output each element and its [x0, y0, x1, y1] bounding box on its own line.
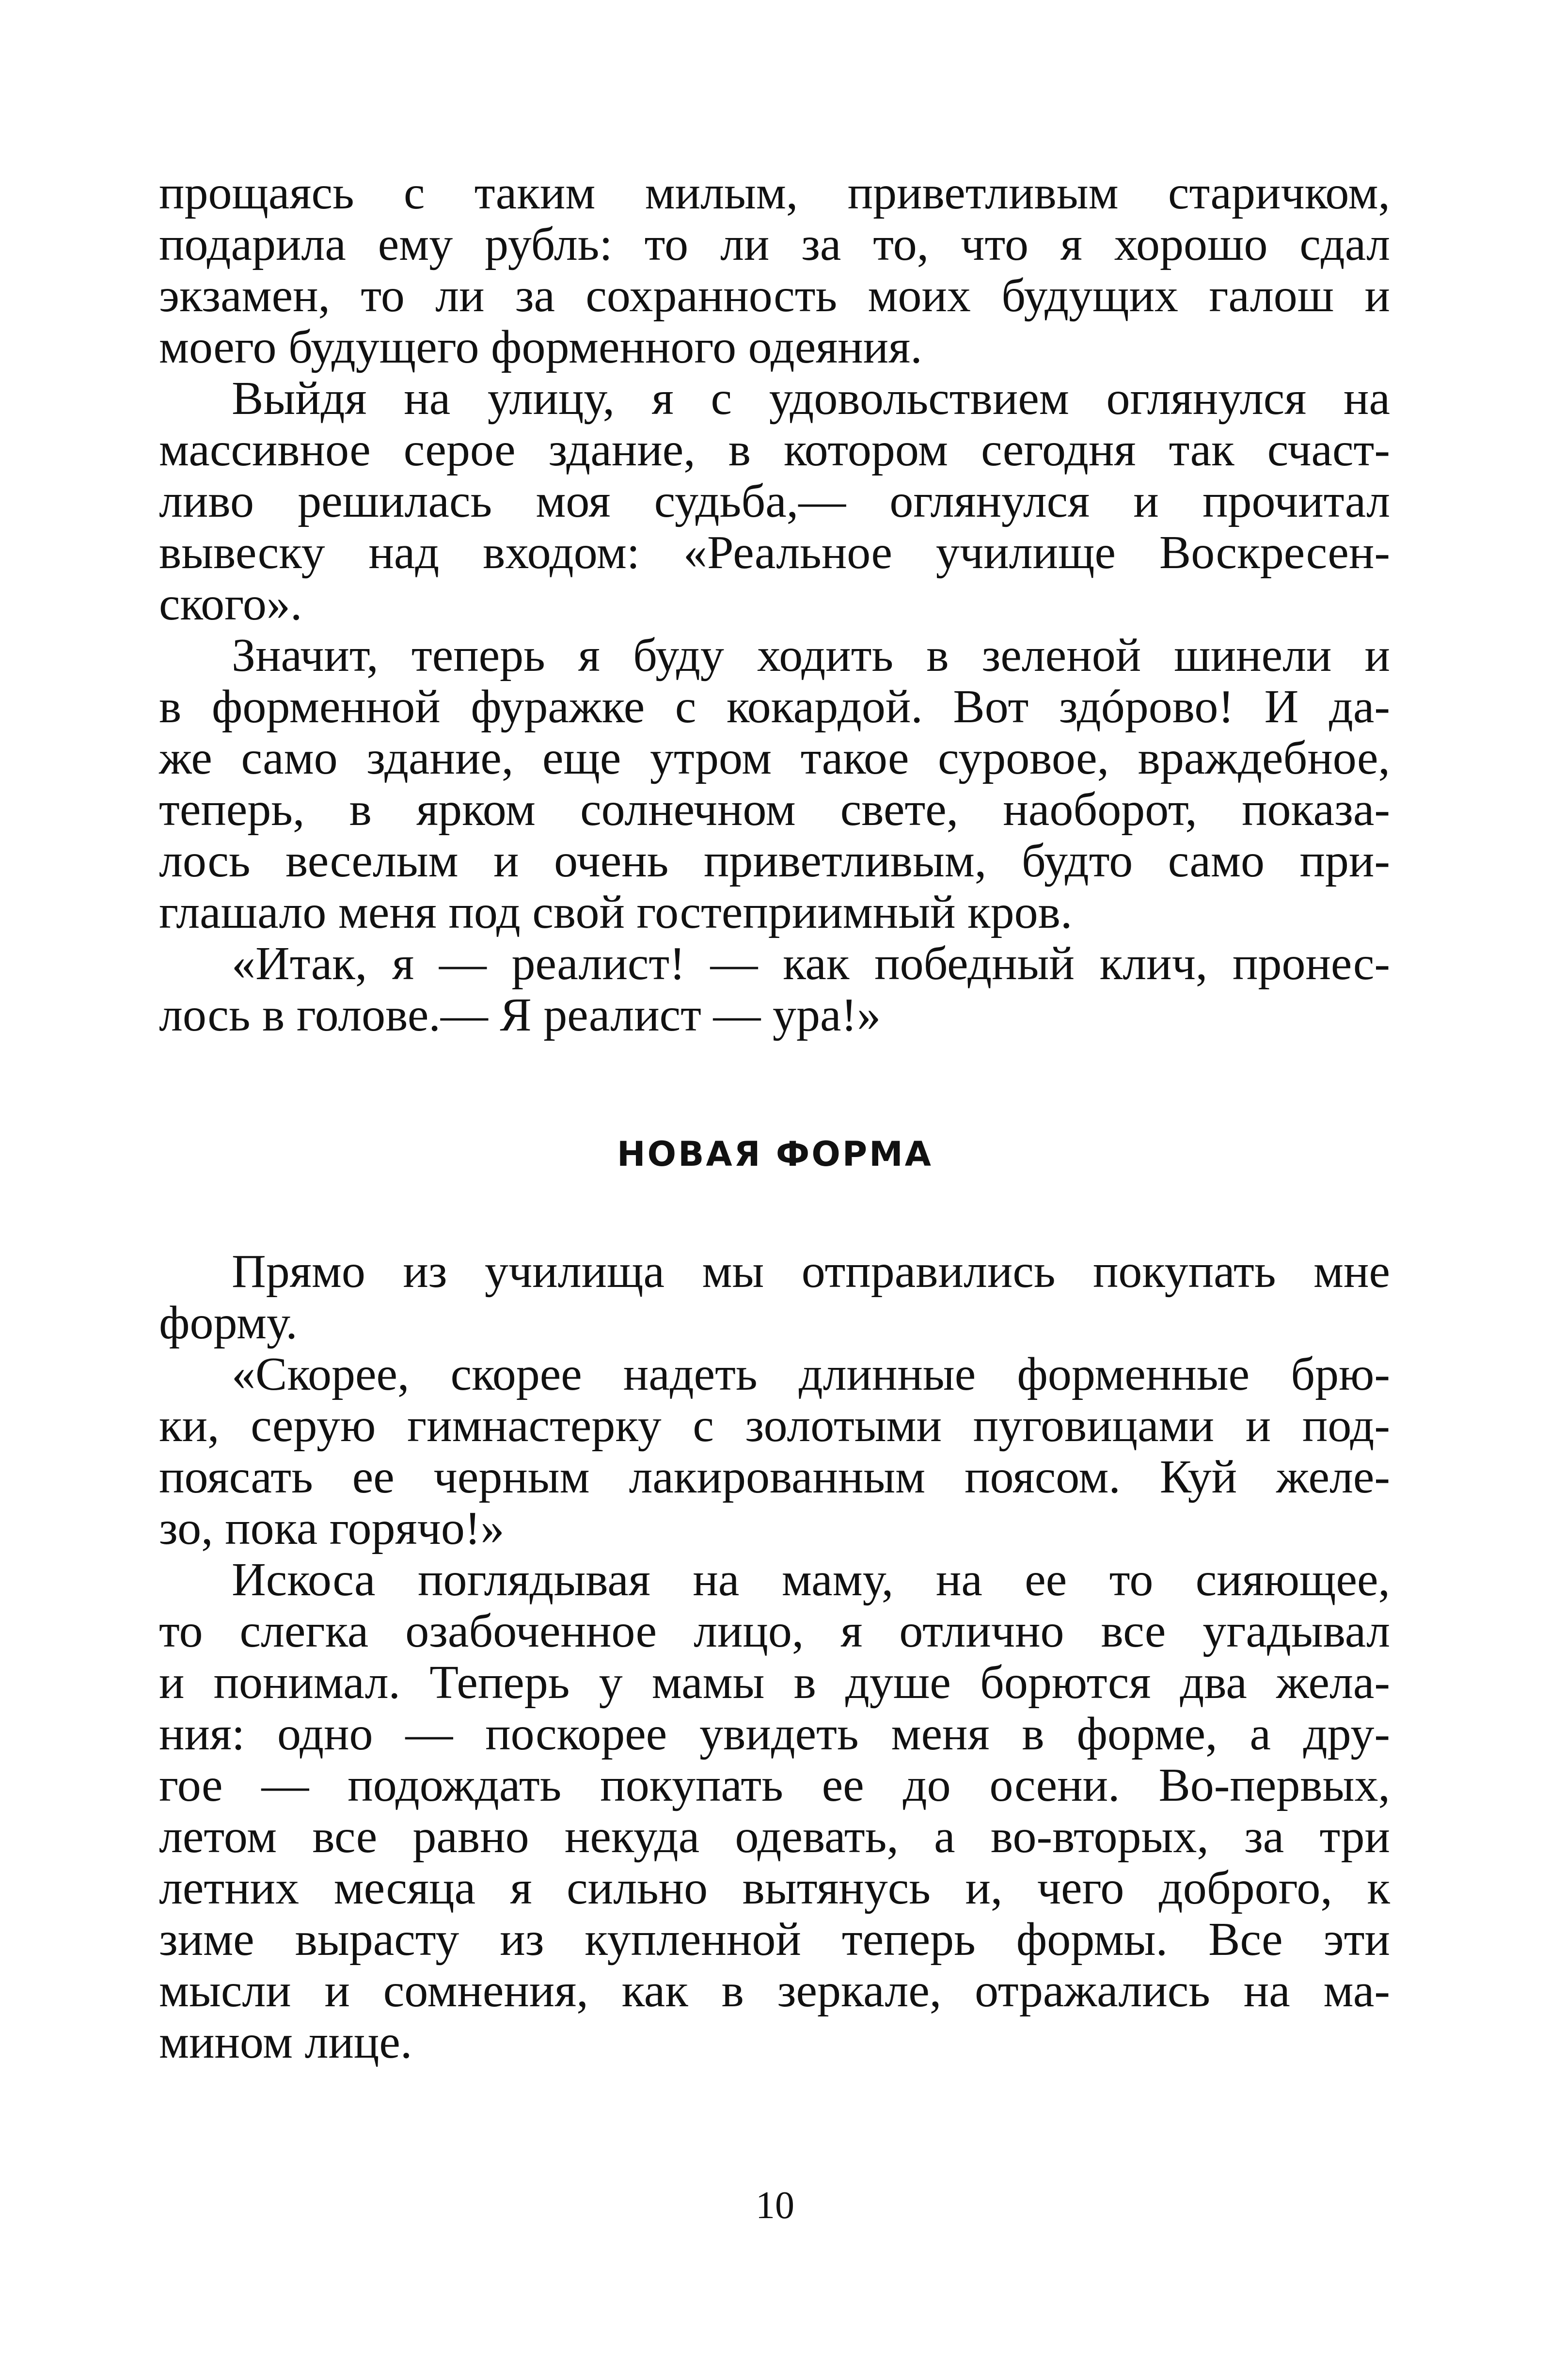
- text-line: прощаясь с таким милым, приветливым старичком,: [159, 167, 1390, 219]
- text-line: экзамен, то ли за сохранность моих будущих галош и: [159, 270, 1390, 322]
- text-line: Значит, теперь я буду ходить в зеленой шинели и: [232, 629, 1390, 682]
- text-line: «Итак, я — реалист! — как победный клич, пронес-: [232, 937, 1390, 990]
- text-line: и понимал. Теперь у мамы в душе борются два жела-: [159, 1656, 1390, 1709]
- text-line: подарила ему рубль: то ли за то, что я хорошо сдал: [159, 218, 1390, 270]
- text-line: гое — подождать покупать ее до осени. Во-первых,: [159, 1759, 1390, 1811]
- text-line: же само здание, еще утром такое суровое, враждебное,: [159, 732, 1390, 784]
- text-line: массивное серое здание, в котором сегодня так счаст-: [159, 424, 1390, 476]
- text-line: ки, серую гимнастерку с золотыми пуговицами и под-: [159, 1399, 1390, 1452]
- text-line: мысли и сомнения, как в зеркале, отражались на ма-: [159, 1965, 1390, 2017]
- text-line: лось веселым и очень приветливым, будто само при-: [159, 835, 1390, 887]
- text-line: то слегка озабоченное лицо, я отлично все угадывал: [159, 1605, 1390, 1657]
- text-line: мином лице.: [159, 2016, 412, 2068]
- text-line: Прямо из училища мы отправились покупать мне: [232, 1245, 1390, 1298]
- text-block-bottom: [159, 1246, 1390, 2068]
- text-line: форму.: [159, 1297, 298, 1349]
- section-heading: НОВАЯ ФОРМА: [617, 1134, 933, 1174]
- text-line: Выйдя на улицу, я с удовольствием оглянулся на: [232, 372, 1390, 425]
- text-line: ливо решилась моя судьба,— оглянулся и прочитал: [159, 475, 1390, 527]
- text-line: глашало меня под свой гостеприимный кров.: [159, 886, 1073, 938]
- text-block-top: [159, 167, 1390, 1041]
- text-line: зиме вырасту из купленной теперь формы. Все эти: [159, 1913, 1390, 1966]
- page-number: 10: [756, 2184, 794, 2227]
- text-line: поясать ее черным лакированным поясом. Куй желе-: [159, 1451, 1390, 1503]
- text-line: Искоса поглядывая на маму, на ее то сияющее,: [232, 1554, 1390, 1606]
- text-line: вывеску над входом: «Реальное училище Воскресен-: [159, 526, 1390, 579]
- text-line: теперь, в ярком солнечном свете, наоборот, показа-: [159, 783, 1390, 836]
- text-line: лось в голове.— Я реалист — ура!»: [159, 989, 881, 1041]
- text-line: зо, пока горячо!»: [159, 1502, 505, 1555]
- text-line: в форменной фуражке с кокардой. Вот здóрово! И да-: [159, 681, 1390, 733]
- text-line: моего будущего форменного одеяния.: [159, 321, 922, 373]
- text-line: летних месяца я сильно вытянусь и, чего доброго, к: [159, 1862, 1390, 1914]
- text-line: ния: одно — поскорее увидеть меня в форме, а дру-: [159, 1708, 1390, 1760]
- text-line: летом все равно некуда одевать, а во-вторых, за три: [159, 1810, 1390, 1863]
- text-line: «Скорее, скорее надеть длинные форменные брю-: [232, 1348, 1390, 1400]
- text-line: ского».: [159, 578, 302, 630]
